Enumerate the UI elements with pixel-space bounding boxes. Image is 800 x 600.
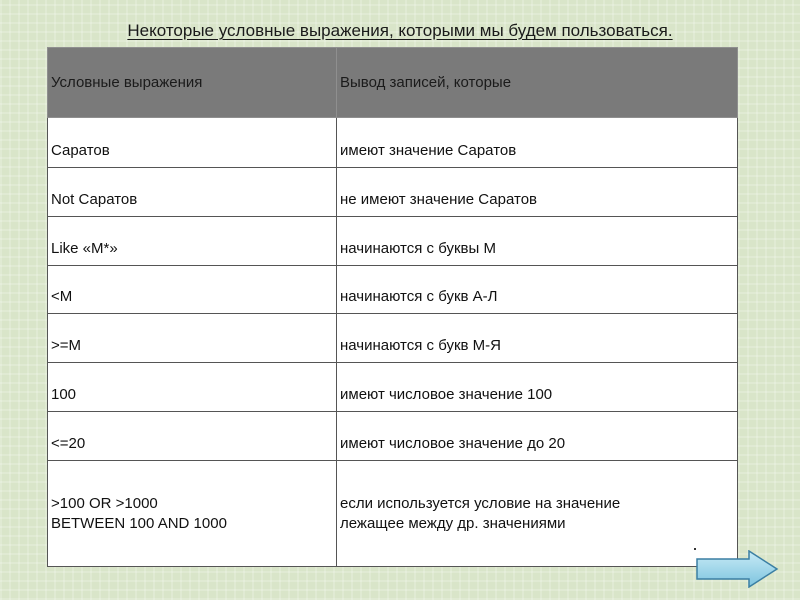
cell-condition: Саратов <box>48 118 337 168</box>
cell-output: начинаются с букв А-Л <box>337 265 738 314</box>
expressions-table <box>47 47 737 567</box>
table-row <box>48 412 738 461</box>
right-arrow-icon <box>695 550 779 588</box>
next-slide-button[interactable] <box>695 550 779 588</box>
table-row <box>48 216 738 265</box>
header-output: Вывод записей, которые <box>337 48 738 118</box>
cell-output: начинаются с букв М-Я <box>337 314 738 363</box>
cell-condition: Not Саратов <box>48 167 337 216</box>
cell-condition: Like «М*» <box>48 216 337 265</box>
cell-condition <box>48 461 337 567</box>
table-row <box>48 363 738 412</box>
cell-output: начинаются с буквы М <box>337 216 738 265</box>
table-row <box>48 265 738 314</box>
table-header-row <box>48 48 738 118</box>
cell-output: имеют числовое значение до 20 <box>337 412 738 461</box>
cell-output: имеют числовое значение 100 <box>337 363 738 412</box>
cell-condition: 100 <box>48 363 337 412</box>
cell-output-text: если используется условие на значение лежащее между др. значениями <box>340 494 621 532</box>
cell-condition: <М <box>48 265 337 314</box>
table-row <box>48 118 738 168</box>
table-row <box>48 314 738 363</box>
cell-condition-text: >100 OR >1000 BETWEEN 100 AND 1000 <box>51 494 227 532</box>
cell-condition: >=М <box>48 314 337 363</box>
page-title: Некоторые условные выражения, которыми мы будем пользоваться. <box>127 21 673 40</box>
header-conditions: Условные выражения <box>48 48 337 118</box>
cell-output: имеют значение Саратов <box>337 118 738 168</box>
table-row <box>48 167 738 216</box>
cell-output <box>337 461 738 567</box>
table-row <box>48 461 738 567</box>
cell-condition: <=20 <box>48 412 337 461</box>
cell-output: не имеют значение Саратов <box>337 167 738 216</box>
